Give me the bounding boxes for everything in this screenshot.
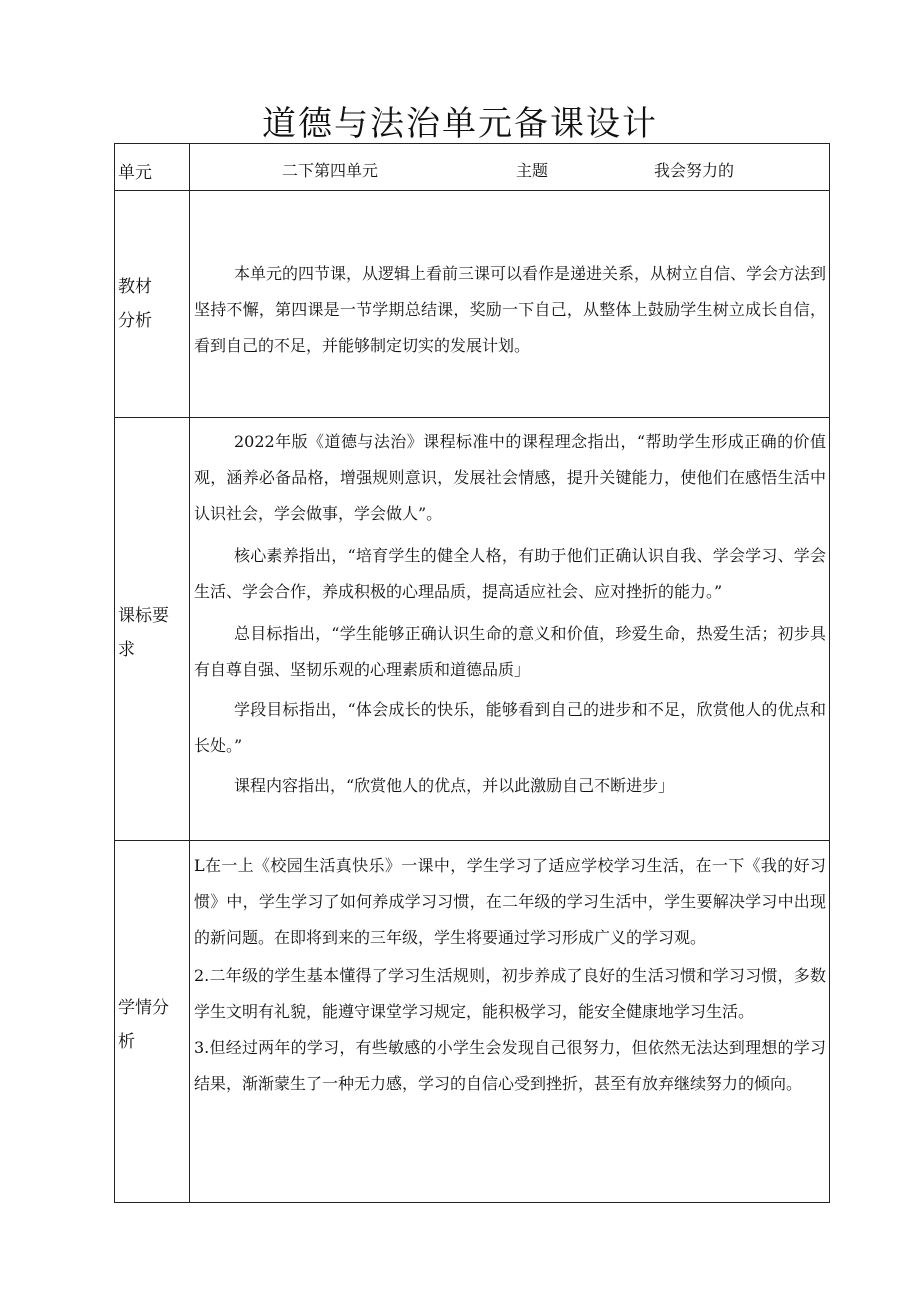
standards-paragraph: 核心素养指出，“培育学生的健全人格，有助于他们正确认识自我、学会学习、学会生活、学会合作，养成积极的心理品质，提高适应社会、应对挫折的能力。” xyxy=(194,546,826,601)
standards-paragraph: 总目标指出，“学生能够正确认识生命的意义和价值，珍爱生命，热爱生活；初步具有自尊自强、坚韧乐观的心理素质和道德品质」 xyxy=(194,624,826,679)
standards-paragraph: 课程内容指出，“欣赏他人的优点，并以此激励自己不断进步」 xyxy=(234,776,675,795)
row-divider xyxy=(114,840,830,841)
unit-label: 单元 xyxy=(118,163,152,183)
standards-paragraph: 2022年版《道德与法治》课程标准中的课程理念指出，“帮助学生形成正确的价值观，涵养必备品格，增强规则意识，发展社会情感，提升关键能力，使他们在感悟生活中认识社会，学会做事，学会做人”。 xyxy=(194,432,826,523)
learner-analysis-paragraph: 3.但经过两年的学习，有些敏感的小学生会发现自己很努力，但依然无法达到理想的学习结果，渐渐蒙生了一种无力感，学习的自信心受到挫折，甚至有放弃继续努力的倾向。 xyxy=(194,1038,826,1093)
unit-value: 二下第四单元 xyxy=(282,161,379,180)
row-divider xyxy=(114,190,830,191)
standards-label: 课标要 求 xyxy=(118,606,169,660)
standards-paragraph: 学段目标指出，“体会成长的快乐，能够看到自己的进步和不足，欣赏他人的优点和长处。” xyxy=(194,700,826,755)
learner-analysis-paragraph: 2.二年级的学生基本懂得了学习生活规则，初步养成了良好的生活习惯和学习习惯，多数学生文明有礼貌，能遵守课堂学习规定，能积极学习，能安全健康地学习生活。 xyxy=(194,966,826,1021)
page-title: 道德与法治单元备课设计 xyxy=(262,104,658,144)
theme-label: 主题 xyxy=(516,161,549,180)
material-analysis-label: 教材 分析 xyxy=(118,277,152,331)
learner-analysis-label: 学情分 析 xyxy=(118,998,169,1052)
column-divider xyxy=(189,143,190,1203)
material-analysis-text: 本单元的四节课，从逻辑上看前三课可以看作是递进关系，从树立自信、学会方法到坚持不懈，第四课是一节学期总结课，奖励一下自己，从整体上鼓励学生树立成长自信，看到自己的不足，并能够制定切实的发展计划。 xyxy=(194,264,827,355)
row-divider xyxy=(114,417,830,418)
learner-analysis-paragraph: L在一上《校园生活真快乐》一课中，学生学习了适应学校学习生活，在一下《我的好习惯》中，学生学习了如何养成学习习惯，在二年级的学习生活中，学生要解决学习中出现的新问题。在即将到来的三年级，学生将要通过学习形成广义的学习观。 xyxy=(194,856,826,947)
theme-value: 我会努力的 xyxy=(654,161,735,180)
